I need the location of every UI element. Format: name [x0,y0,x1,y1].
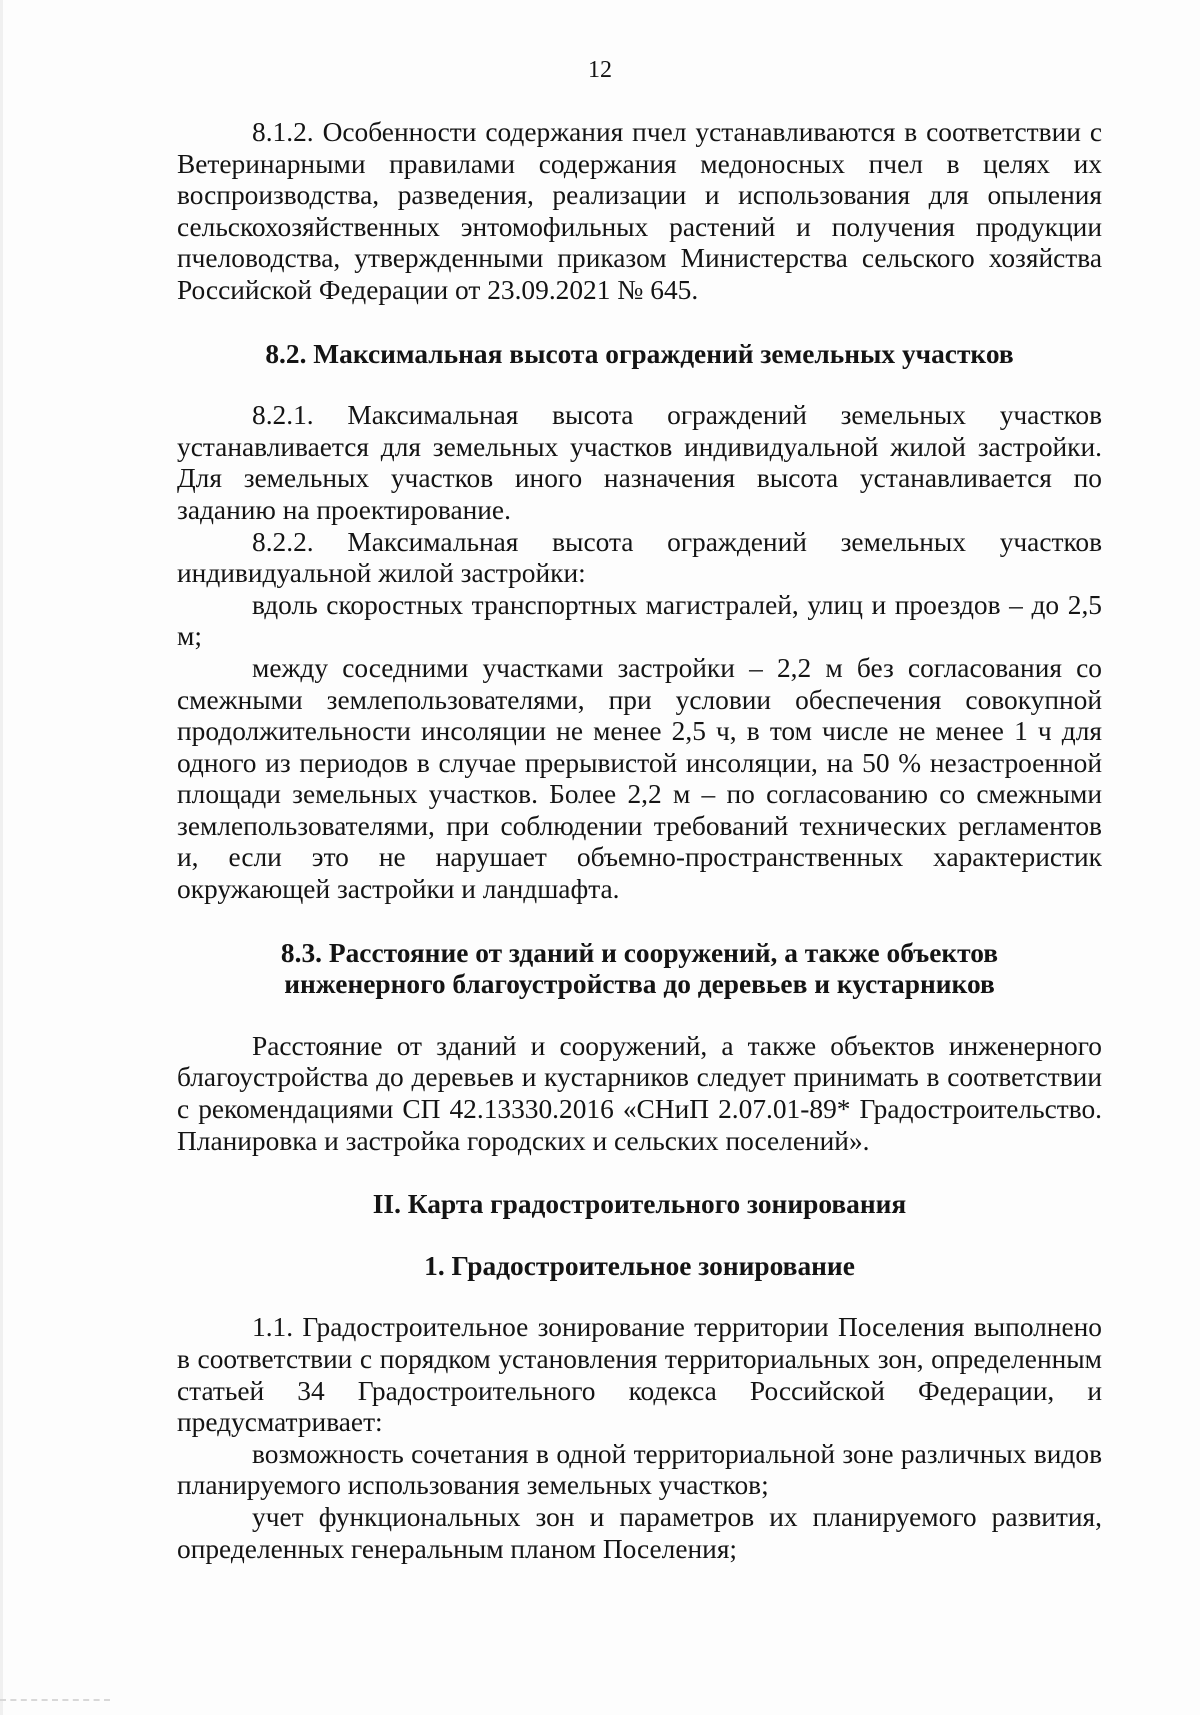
heading-8-2: 8.2. Максимальная высота ограждений земельных участков [265,338,1014,369]
document-body [177,117,1102,1565]
page-number: 12 [588,57,612,83]
heading-part-2: II. Карта градостроительного зонирования [372,1189,907,1220]
paragraph-1-1: 1.1. Градостроительное зонирование территории Поселения выполнено в соответствии с порядком установления территориальных зон, определенным статьей 34 Градостроительного кодекса Российской Федерации, и предусматривает: [177,1312,1102,1438]
heading-8-3 [177,938,1102,1001]
paragraph-between-plots: между соседними участками застройки – 2,2 м без согласования со смежными землепользователями, при условии обеспечения совокупной продолжительности инсоляции не менее 2,5 ч, в том числе не менее 1 ч для одного из периодов в случае прерывистой инсоляции, на 50 % незастроенной площади земельных участков. Более 2,2 м – по согласованию со смежными землепользователями, при соблюдении требований технических регламентов и, если это не нарушает объемно-пространственных характеристик окружающей застройки и ландшафта. [177,652,1102,905]
paragraph-combination: возможность сочетания в одной территориальной зоне различных видов планируемого использования земельных участков; [177,1438,1102,1501]
paragraph-functional-zones: учет функциональных зон и параметров их планируемого развития, определенных генеральным планом Поселения; [177,1501,1102,1564]
paragraph-along-roads: вдоль скоростных транспортных магистралей, улиц и проездов – до 2,5 м; [177,589,1102,652]
heading-8-3-line-1: 8.3. Расстояние от зданий и сооружений, а также объектов [280,937,999,968]
heading-1: 1. Градостроительное зонирование [424,1250,855,1281]
paragraph-8-2-1: 8.2.1. Максимальная высота ограждений земельных участков устанавливается для земельных участков индивидуальной жилой застройки. Для земельных участков иного назначения высота устанавливается по заданию на проектирование. [177,400,1102,525]
paragraph-8-1-2: 8.1.2. Особенности содержания пчел устанавливаются в соответствии с Ветеринарными правилами содержания медоносных пчел в целях их воспроизводства, разведения, реализации и использования для опыления сельскохозяйственных энтомофильных растений и получения продукции пчеловодства, утвержденными приказом Министерства сельского хозяйства Российской Федерации от 23.09.2021 № 645. [177,117,1102,305]
paragraph-8-2-2: 8.2.2. Максимальная высота ограждений земельных участков индивидуальной жилой застройки: [177,526,1102,589]
scan-artifact [0,1699,110,1703]
scan-edge [0,0,3,1715]
paragraph-8-3: Расстояние от зданий и сооружений, а также объектов инженерного благоустройства до деревьев и кустарников следует принимать в соответствии с рекомендациями СП 42.13330.2016 «СНиП 2.07.01-89* Градостроительство. Планировка и застройка городских и сельских поселений». [177,1030,1102,1156]
heading-8-3-line-2: инженерного благоустройства до деревьев и кустарников [284,969,995,1000]
